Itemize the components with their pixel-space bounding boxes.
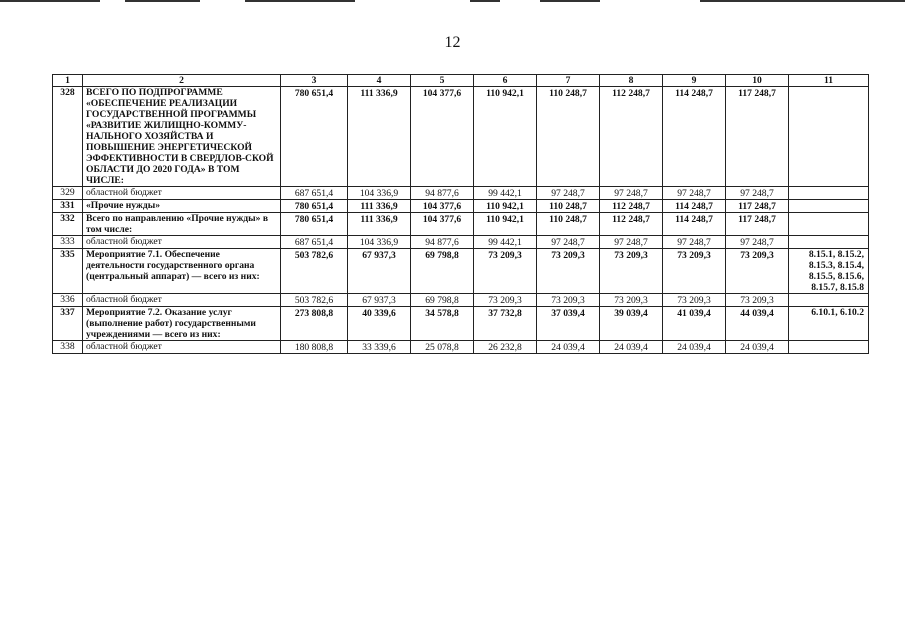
value-cell: 110 248,7 <box>537 213 600 236</box>
budget-table <box>52 74 869 354</box>
top-scan-rule <box>470 0 500 2</box>
target-codes-cell: 8.15.1, 8.15.2, 8.15.3, 8.15.4, 8.15.5, 8.15.6, 8.15.7, 8.15.8 <box>789 249 869 294</box>
value-cell: 24 039,4 <box>600 341 663 354</box>
target-codes-cell <box>789 236 869 249</box>
row-name: Мероприятие 7.1. Обеспечение деятельности государственного органа (центральный аппарат) — всего из них: <box>83 249 281 294</box>
value-cell: 67 937,3 <box>348 294 411 307</box>
row-name: областной бюджет <box>83 294 281 307</box>
value-cell: 112 248,7 <box>600 213 663 236</box>
value-cell: 111 336,9 <box>348 87 411 187</box>
row-number: 329 <box>53 187 83 200</box>
column-number-cell: 6 <box>474 75 537 87</box>
value-cell: 780 651,4 <box>281 213 348 236</box>
value-cell: 73 209,3 <box>726 294 789 307</box>
value-cell: 104 377,6 <box>411 87 474 187</box>
value-cell: 73 209,3 <box>537 249 600 294</box>
value-cell: 99 442,1 <box>474 236 537 249</box>
value-cell: 112 248,7 <box>600 200 663 213</box>
value-cell: 111 336,9 <box>348 213 411 236</box>
value-cell: 687 651,4 <box>281 236 348 249</box>
target-codes-cell <box>789 87 869 187</box>
column-number-cell: 10 <box>726 75 789 87</box>
value-cell: 97 248,7 <box>537 236 600 249</box>
value-cell: 503 782,6 <box>281 294 348 307</box>
value-cell: 104 336,9 <box>348 236 411 249</box>
value-cell: 114 248,7 <box>663 87 726 187</box>
target-codes-cell <box>789 187 869 200</box>
value-cell: 26 232,8 <box>474 341 537 354</box>
value-cell: 37 039,4 <box>537 307 600 341</box>
top-scan-rule <box>0 0 100 2</box>
column-number-cell: 9 <box>663 75 726 87</box>
page-number: 12 <box>444 34 461 51</box>
value-cell: 110 942,1 <box>474 87 537 187</box>
row-name: областной бюджет <box>83 341 281 354</box>
value-cell: 41 039,4 <box>663 307 726 341</box>
value-cell: 97 248,7 <box>537 187 600 200</box>
top-scan-rule <box>245 0 355 2</box>
value-cell: 114 248,7 <box>663 200 726 213</box>
value-cell: 73 209,3 <box>537 294 600 307</box>
value-cell: 112 248,7 <box>600 87 663 187</box>
value-cell: 94 877,6 <box>411 236 474 249</box>
value-cell: 24 039,4 <box>663 341 726 354</box>
table-row <box>53 87 869 187</box>
target-codes-cell: 6.10.1, 6.10.2 <box>789 307 869 341</box>
table-row <box>53 341 869 354</box>
row-number: 335 <box>53 249 83 294</box>
value-cell: 44 039,4 <box>726 307 789 341</box>
value-cell: 97 248,7 <box>600 187 663 200</box>
table-row <box>53 294 869 307</box>
value-cell: 33 339,6 <box>348 341 411 354</box>
column-number-cell: 1 <box>53 75 83 87</box>
row-name: областной бюджет <box>83 236 281 249</box>
row-number: 332 <box>53 213 83 236</box>
value-cell: 110 248,7 <box>537 87 600 187</box>
value-cell: 73 209,3 <box>663 294 726 307</box>
target-codes-cell <box>789 213 869 236</box>
row-name: Мероприятие 7.2. Оказание услуг (выполнение работ) государственными учреждениями — всего из них: <box>83 307 281 341</box>
value-cell: 273 808,8 <box>281 307 348 341</box>
value-cell: 110 248,7 <box>537 200 600 213</box>
value-cell: 69 798,8 <box>411 249 474 294</box>
value-cell: 73 209,3 <box>474 249 537 294</box>
value-cell: 39 039,4 <box>600 307 663 341</box>
value-cell: 117 248,7 <box>726 87 789 187</box>
value-cell: 780 651,4 <box>281 87 348 187</box>
row-number: 338 <box>53 341 83 354</box>
top-scan-rule <box>540 0 600 2</box>
column-number-cell: 8 <box>600 75 663 87</box>
target-codes-cell <box>789 200 869 213</box>
column-number-cell: 2 <box>83 75 281 87</box>
column-number-cell: 3 <box>281 75 348 87</box>
value-cell: 110 942,1 <box>474 200 537 213</box>
value-cell: 25 078,8 <box>411 341 474 354</box>
row-number: 331 <box>53 200 83 213</box>
value-cell: 117 248,7 <box>726 200 789 213</box>
value-cell: 111 336,9 <box>348 200 411 213</box>
value-cell: 73 209,3 <box>726 249 789 294</box>
target-codes-cell <box>789 294 869 307</box>
value-cell: 73 209,3 <box>600 249 663 294</box>
row-number: 336 <box>53 294 83 307</box>
table-row <box>53 236 869 249</box>
table-row <box>53 200 869 213</box>
value-cell: 97 248,7 <box>663 187 726 200</box>
table-row <box>53 307 869 341</box>
value-cell: 503 782,6 <box>281 249 348 294</box>
column-number-cell: 7 <box>537 75 600 87</box>
value-cell: 34 578,8 <box>411 307 474 341</box>
value-cell: 97 248,7 <box>600 236 663 249</box>
value-cell: 114 248,7 <box>663 213 726 236</box>
value-cell: 104 377,6 <box>411 200 474 213</box>
row-number: 333 <box>53 236 83 249</box>
value-cell: 69 798,8 <box>411 294 474 307</box>
column-number-cell: 5 <box>411 75 474 87</box>
value-cell: 780 651,4 <box>281 200 348 213</box>
value-cell: 117 248,7 <box>726 213 789 236</box>
value-cell: 37 732,8 <box>474 307 537 341</box>
value-cell: 99 442,1 <box>474 187 537 200</box>
top-scan-rule <box>700 0 905 2</box>
row-name: «Прочие нужды» <box>83 200 281 213</box>
value-cell: 97 248,7 <box>663 236 726 249</box>
column-number-cell: 11 <box>789 75 869 87</box>
value-cell: 40 339,6 <box>348 307 411 341</box>
row-number: 328 <box>53 87 83 187</box>
top-scan-rule <box>125 0 200 2</box>
value-cell: 73 209,3 <box>474 294 537 307</box>
row-name: ВСЕГО ПО ПОДПРОГРАММЕ «ОБЕСПЕЧЕНИЕ РЕАЛИЗАЦИИ ГОСУДАРСТВЕННОЙ ПРОГРАММЫ «РАЗВИТИЕ ЖИЛИЩНО-КОММУ-НАЛЬНОГО ХОЗЯЙСТВА И ПОВЫШЕНИЕ ЭНЕРГЕТИЧЕСКОЙ ЭФФЕКТИВНОСТИ В СВЕРДЛОВ-СКОЙ ОБЛАСТИ ДО 2020 ГОДА» В ТОМ ЧИСЛЕ: <box>83 87 281 187</box>
value-cell: 73 209,3 <box>600 294 663 307</box>
row-name: Всего по направлению «Прочие нужды» в том числе: <box>83 213 281 236</box>
row-number: 337 <box>53 307 83 341</box>
value-cell: 104 377,6 <box>411 213 474 236</box>
value-cell: 24 039,4 <box>726 341 789 354</box>
value-cell: 97 248,7 <box>726 236 789 249</box>
value-cell: 73 209,3 <box>663 249 726 294</box>
value-cell: 97 248,7 <box>726 187 789 200</box>
table-row <box>53 213 869 236</box>
value-cell: 687 651,4 <box>281 187 348 200</box>
column-number-cell: 4 <box>348 75 411 87</box>
table-row <box>53 249 869 294</box>
value-cell: 110 942,1 <box>474 213 537 236</box>
table-row <box>53 187 869 200</box>
value-cell: 104 336,9 <box>348 187 411 200</box>
value-cell: 94 877,6 <box>411 187 474 200</box>
value-cell: 24 039,4 <box>537 341 600 354</box>
column-number-row <box>53 75 869 87</box>
value-cell: 180 808,8 <box>281 341 348 354</box>
row-name: областной бюджет <box>83 187 281 200</box>
target-codes-cell <box>789 341 869 354</box>
value-cell: 67 937,3 <box>348 249 411 294</box>
